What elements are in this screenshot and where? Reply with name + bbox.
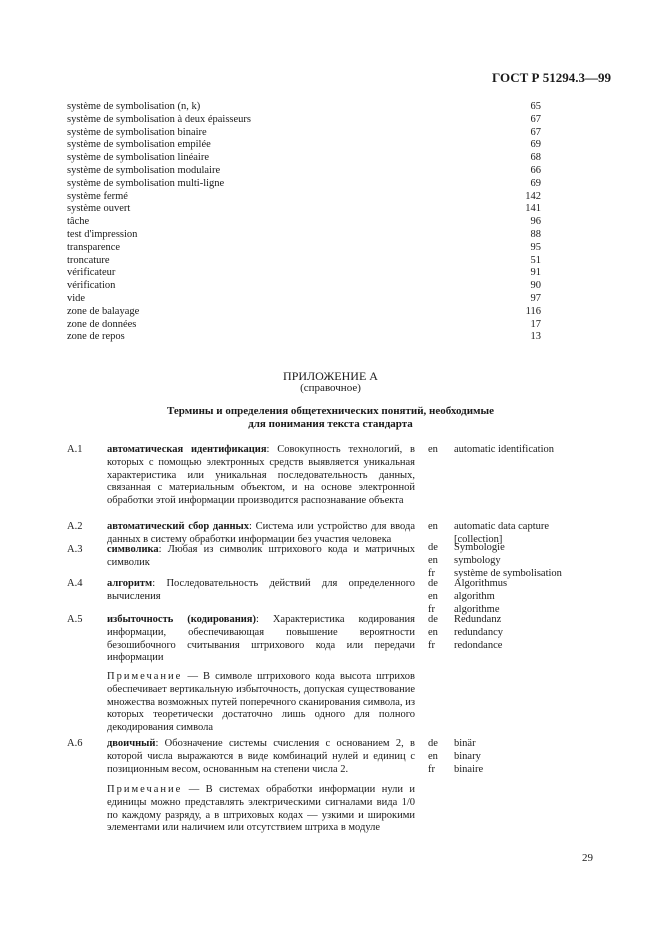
- entry-equivalents: [454, 614, 503, 652]
- index-row: [67, 152, 541, 165]
- entry-text: : Совокупность технологий, в которых с помощью электронных средств выявляется уникальная характеристика или уникальная последовательность данных, связанная с материальным объектом, и на основе электронной обработки этой информации производится распознавание объекта: [107, 444, 415, 507]
- equivalent-term: système de symbolisation: [454, 567, 562, 579]
- entry-number: A.4: [67, 578, 83, 589]
- language-code: en: [428, 521, 438, 532]
- entry-equivalents: [454, 444, 554, 457]
- index-page: 88: [530, 228, 541, 240]
- language-code: en: [428, 444, 438, 455]
- appendix-title: ПРИЛОЖЕНИЕ А: [283, 369, 378, 383]
- equivalent-term: Algorithmus: [454, 578, 508, 589]
- note-text: — В системах обработки информации нули и единицы можно представлять электрическими сигналами вида 1/0 по каждому разряду, а в штриховых кодах — узкими и широкими элементами или наличием или отсутствием штриха в модуле: [107, 784, 415, 834]
- entry-languages: [428, 578, 438, 616]
- index-row: [67, 255, 541, 268]
- entry-definition: [107, 444, 415, 508]
- equivalent-term: algorithm: [454, 590, 495, 602]
- equivalent-term: automatic data capture: [454, 521, 550, 532]
- language-code: fr: [428, 603, 435, 615]
- entry-languages: [428, 738, 438, 776]
- index-row: [67, 306, 541, 319]
- entry-text: : Любая из символик штрихового кода и матричных символик: [107, 544, 415, 568]
- index-row: [67, 280, 541, 293]
- entry-number: A.6: [67, 738, 83, 749]
- index-term: zone de balayage: [67, 305, 140, 317]
- appendix-heading: [0, 405, 661, 431]
- language-code: fr: [428, 567, 435, 579]
- index-row: [67, 165, 541, 178]
- entry-term: алгоритм: [107, 578, 153, 589]
- entry-definition: [107, 521, 415, 547]
- index-row: [67, 178, 541, 191]
- equivalent-term: algorithme: [454, 603, 500, 615]
- language-code: de: [428, 738, 438, 749]
- index-term: transparence: [67, 241, 121, 253]
- index-page: 65: [530, 101, 541, 112]
- entry-term: двоичный: [107, 738, 156, 749]
- index-row: [67, 242, 541, 255]
- equivalent-term: binary: [454, 750, 481, 762]
- index-row: [67, 319, 541, 332]
- note-block: [107, 671, 415, 735]
- index-term: système fermé: [67, 190, 128, 202]
- index-term: système de symbolisation (n, k): [67, 101, 201, 112]
- index-term: test d'impression: [67, 228, 138, 240]
- equivalent-term: binär: [454, 738, 476, 749]
- entry-text: : Последовательность действий для определенного вычисления: [107, 578, 415, 602]
- index-page: 69: [530, 177, 541, 189]
- index-page: 90: [530, 280, 541, 292]
- entry-number: A.2: [67, 521, 83, 532]
- index-term: système de symbolisation empilée: [67, 139, 211, 151]
- language-code: de: [428, 578, 438, 589]
- note-label: Примечание: [107, 784, 183, 795]
- index-page: 142: [525, 190, 541, 202]
- appendix-subtitle: (справочное): [300, 382, 361, 394]
- index-row: [67, 127, 541, 140]
- index-row: [67, 267, 541, 280]
- index-row: [67, 114, 541, 127]
- entry-number: A.1: [67, 444, 83, 455]
- index-row: [67, 331, 541, 344]
- index-term: système de symbolisation modulaire: [67, 164, 221, 176]
- entry-definition: [107, 738, 415, 776]
- entry-term: символика: [107, 544, 159, 555]
- index-page: 66: [530, 164, 541, 176]
- index-term: système de symbolisation multi-ligne: [67, 177, 225, 189]
- appendix-heading-line: для понимания текста стандарта: [248, 418, 413, 430]
- index-row: [67, 101, 541, 114]
- entry-equivalents: [454, 578, 507, 616]
- entry-languages: [428, 444, 438, 457]
- index-page: 68: [530, 152, 541, 164]
- page-number: 29: [582, 852, 593, 864]
- index-row: [67, 191, 541, 204]
- entry-languages: [428, 521, 438, 534]
- term-index: [67, 101, 541, 344]
- entry-number: A.3: [67, 544, 83, 555]
- appendix-heading-line: Термины и определения общетехнических понятий, необходимые: [167, 405, 494, 417]
- index-page: 95: [530, 241, 541, 253]
- entry-text: : Характеристика кодирования информации, обеспечивающая повышение вероятности безошибочного считывания штрихового кода или передачи информации: [107, 614, 415, 664]
- equivalent-term: Symbologie: [454, 542, 505, 553]
- index-page: 51: [530, 254, 541, 266]
- index-term: système de symbolisation à deux épaisseurs: [67, 113, 252, 125]
- index-row: [67, 139, 541, 152]
- index-page: 96: [530, 216, 541, 228]
- index-term: système ouvert: [67, 203, 131, 215]
- index-term: système de symbolisation binaire: [67, 126, 207, 138]
- index-page: 13: [530, 331, 541, 343]
- entry-text: : Система или устройство для ввода данных в систему обработки информации без участия человека: [107, 521, 415, 545]
- equivalent-term: symbology: [454, 554, 501, 566]
- index-row: [67, 216, 541, 229]
- language-code: en: [428, 590, 438, 602]
- language-code: en: [428, 554, 438, 566]
- note-block: [107, 784, 415, 835]
- entry-languages: [428, 614, 438, 652]
- equivalent-term: Redundanz: [454, 614, 502, 625]
- index-page: 67: [530, 126, 541, 138]
- index-term: vide: [67, 292, 86, 304]
- index-term: zone de données: [67, 318, 137, 330]
- language-code: en: [428, 626, 438, 638]
- note-text: — В символе штрихового кода высота штрихов обеспечивает вертикальную избыточность, допуская существование множества возможных путей поперечного сканирования символа, из которых теоретически достаточно лишь одного для полного декодирования символа: [107, 671, 416, 734]
- entry-definition: [107, 544, 415, 570]
- index-term: tâche: [67, 216, 90, 228]
- index-page: 141: [525, 203, 541, 215]
- index-page: 69: [530, 139, 541, 151]
- index-page: 97: [530, 292, 541, 304]
- equivalent-term: automatic identification: [454, 444, 555, 455]
- entry-definition: [107, 614, 415, 665]
- entry-languages: [428, 542, 438, 580]
- note-label: Примечание: [107, 671, 183, 682]
- entry-equivalents: [454, 542, 562, 580]
- index-term: zone de repos: [67, 331, 125, 343]
- index-row: [67, 203, 541, 216]
- equivalent-term: binaire: [454, 763, 484, 775]
- index-page: 67: [530, 113, 541, 125]
- equivalent-term: redondance: [454, 639, 503, 651]
- entry-number: A.5: [67, 614, 83, 625]
- entry-term: автоматическая идентификация: [107, 444, 267, 455]
- index-term: vérificateur: [67, 267, 116, 279]
- language-code: en: [428, 750, 438, 762]
- index-row: [67, 293, 541, 306]
- entry-definition: [107, 578, 415, 604]
- index-page: 116: [525, 305, 541, 317]
- document-header: ГОСТ Р 51294.3—99: [492, 70, 611, 85]
- entry-term: автоматический сбор данных: [107, 521, 250, 532]
- index-row: [67, 229, 541, 242]
- index-page: 17: [530, 318, 541, 330]
- index-term: système de symbolisation linéaire: [67, 152, 210, 164]
- index-page: 91: [530, 267, 541, 279]
- entry-text: : Обозначение системы счисления с основанием 2, в которой числа выражаются в виде комбинаций нулей и единиц с позиционным весом, основанным на степени числа 2.: [107, 738, 415, 775]
- language-code: fr: [428, 763, 435, 775]
- language-code: fr: [428, 639, 435, 651]
- entry-term: избыточность (кодирования): [107, 614, 256, 625]
- equivalent-term: [collection]: [454, 533, 503, 545]
- language-code: de: [428, 614, 438, 625]
- equivalent-term: redundancy: [454, 626, 503, 638]
- index-term: vérification: [67, 280, 116, 292]
- index-term: troncature: [67, 254, 110, 266]
- entry-equivalents: [454, 738, 483, 776]
- language-code: de: [428, 542, 438, 553]
